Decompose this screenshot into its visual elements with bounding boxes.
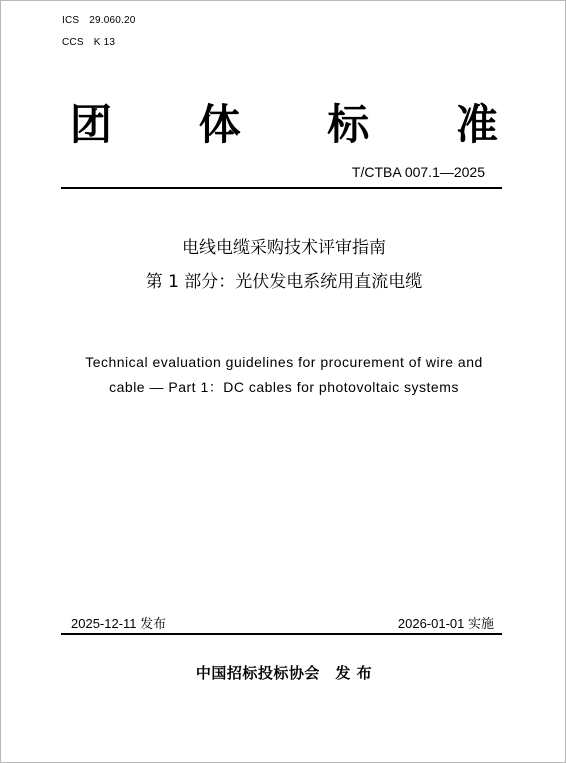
chinese-title-line-2: 第 1 部分：光伏发电系统用直流电缆 [145, 272, 423, 292]
publisher: 中国招标投标协会 发 布 [195, 664, 373, 682]
chinese-title-line-1: 电线电缆采购技术评审指南 [182, 238, 386, 258]
issue-date: 2025-12-11 发布 [71, 616, 167, 631]
title-char-3: 标 [327, 100, 370, 149]
ics-code: 29.060.20 [89, 15, 136, 26]
title-char-1: 团 [69, 100, 112, 149]
english-title-line-2: cable — Part 1：DC cables for photovoltaic systems [109, 379, 459, 395]
ccs-code: K 13 [93, 37, 116, 48]
english-title-line-1: Technical evaluation guidelines for procurement of wire and [85, 354, 483, 370]
ics-label: ICS [62, 15, 80, 26]
ccs-label: CCS [62, 37, 84, 48]
document-type-title [61, 95, 507, 155]
title-char-4: 准 [455, 100, 498, 149]
ics-classification [62, 15, 136, 26]
ccs-classification [62, 37, 115, 48]
implementation-date: 2026-01-01 实施 [397, 616, 494, 631]
top-divider [61, 187, 502, 189]
title-char-2: 体 [198, 100, 241, 149]
standard-code: T/CTBA 007.1—2025 [351, 164, 485, 180]
bottom-divider [61, 633, 502, 635]
